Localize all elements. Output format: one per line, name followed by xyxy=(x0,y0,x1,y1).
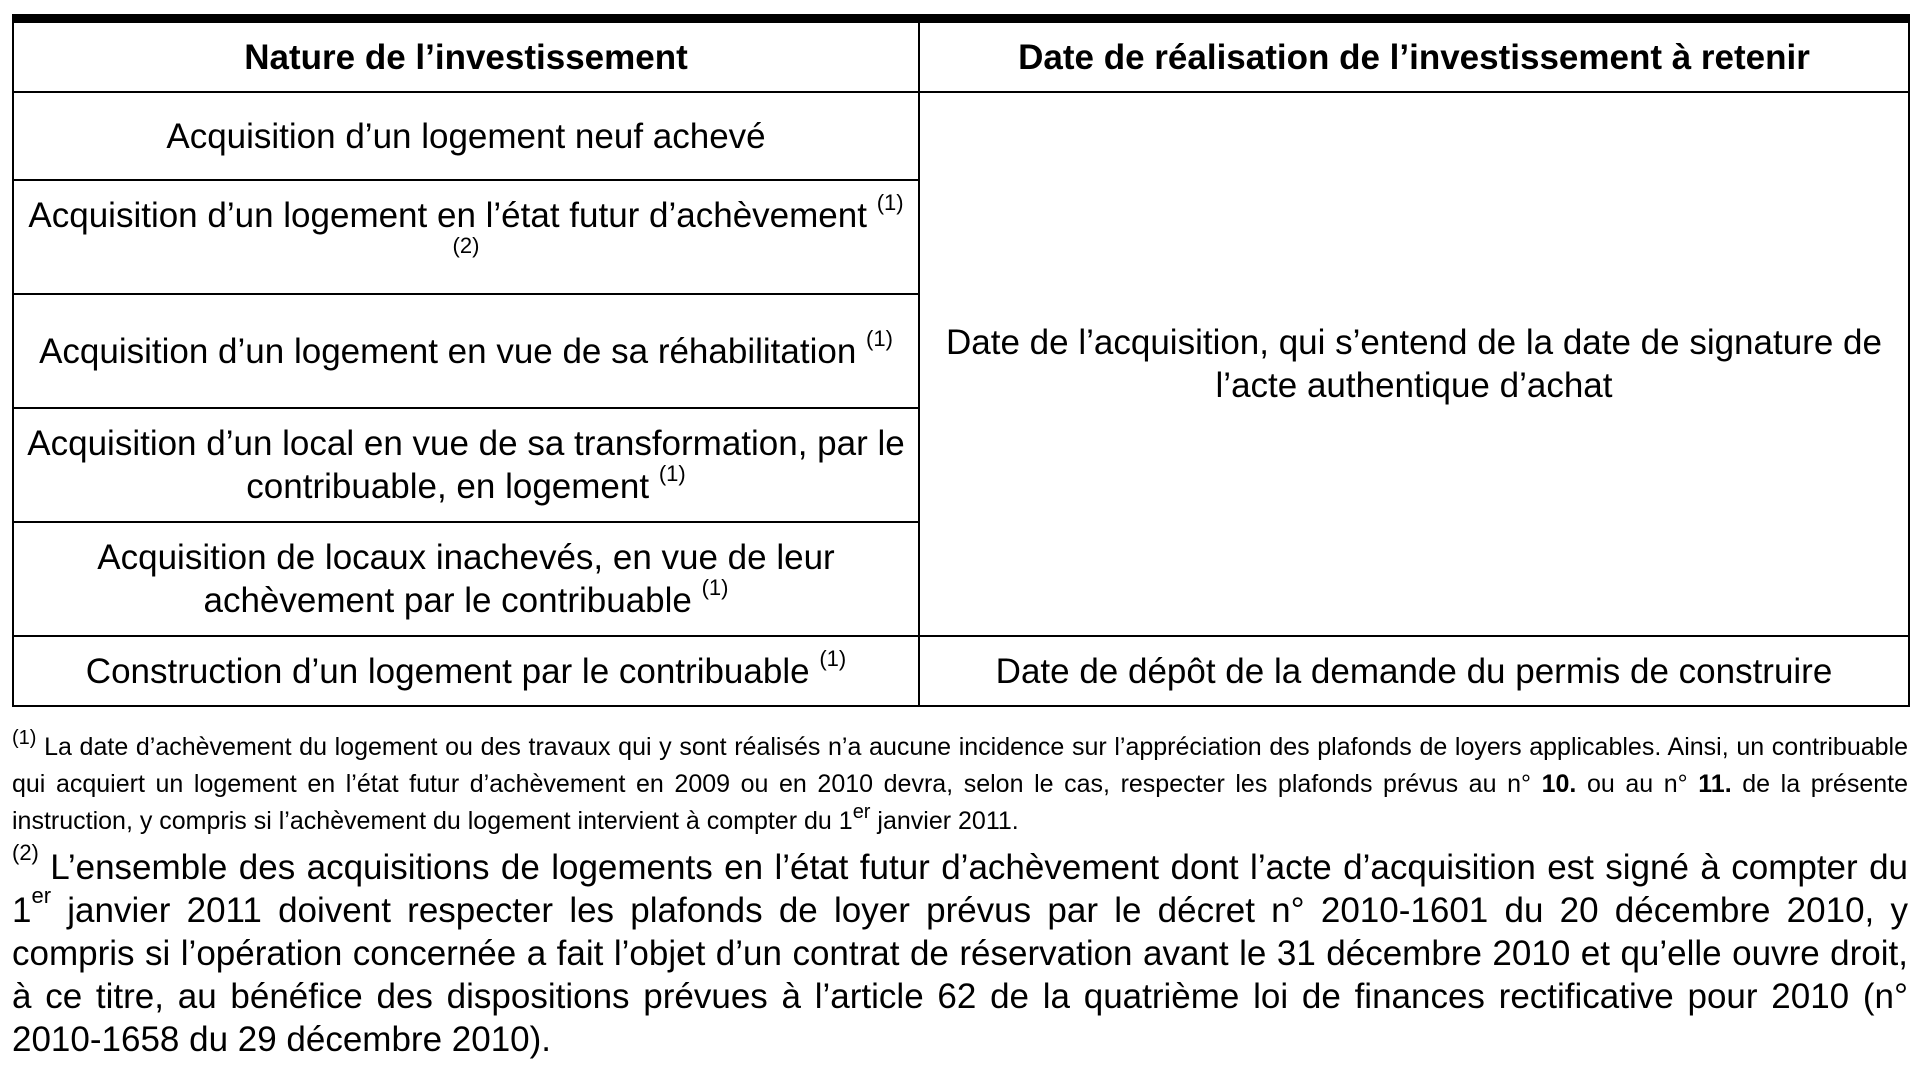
footnotes xyxy=(12,726,1908,1061)
header-nature: Nature de l’investissement xyxy=(13,19,919,93)
nature-text: Acquisition d’un logement en vue de sa réhabilitation xyxy=(39,331,857,371)
footnote-marker: (2) xyxy=(12,840,39,866)
footnote-1: $^{(1)}$ La date d’achèvement du logement ou des travaux qui y sont réalisés n’a aucune incidence sur l’appréciation des plafonds de loyers applicables. Ainsi, un contribuable qui acquiert un logement en l’état futur d’achèvement en 2009 ou en 2010 devra, selon le cas, respecter les plafonds prévus au n° 10. ou au n° 11. de la présente instruction, y compris si l’achèvement du logement intervient à compter du 1er janvier 2011. xyxy=(12,726,1908,835)
nature-cell xyxy=(13,294,919,408)
nature-text: Acquisition d’un logement neuf achevé xyxy=(166,116,766,156)
nature-text: Acquisition d’un logement en l’état futur d’achèvement xyxy=(28,196,867,235)
footnote-ref: (1) xyxy=(658,461,686,487)
date-acquisition-cell: Date de l’acquisition, qui s’entend de la date de signature de l’acte authentique d’achat xyxy=(919,92,1909,636)
footnote-2: $^{(2)}$ L’ensemble des acquisitions de logements en l’état futur d’achèvement dont l’acte d’acquisition est signé à compter du 1er janvier 2011 doivent respecter les plafonds de loyer prévus par le décret n° 2010-1601 du 20 décembre 2010, y compris si l’opération concernée a fait l’objet d’un contrat de réservation avant le 31 décembre 2010 et qu’elle ouvre droit, à ce titre, au bénéfice des dispositions prévues à l’article 62 de la quatrième loi de finances rectificative pour 2010 (n° 2010-1658 du 29 décembre 2010). xyxy=(12,840,1908,1059)
footnote-ref: (1) xyxy=(866,325,893,351)
date-construction-cell: Date de dépôt de la demande du permis de construire xyxy=(919,636,1909,706)
nature-text: Acquisition d’un local en vue de sa transformation, par le contribuable, en logement xyxy=(27,424,905,506)
footnote-ref: (1) (2) xyxy=(452,190,904,259)
table-row xyxy=(13,636,1909,706)
document-page xyxy=(12,14,1908,1061)
nature-cell xyxy=(13,522,919,636)
nature-cell xyxy=(13,92,919,180)
nature-cell xyxy=(13,180,919,294)
footnote-marker: (1) xyxy=(12,726,37,749)
table-row xyxy=(13,92,1909,180)
nature-text: Acquisition de locaux inachevés, en vue de leur achèvement par le contribuable xyxy=(97,538,835,620)
nature-cell xyxy=(13,408,919,522)
table-header-row xyxy=(13,19,1909,93)
nature-text: Construction d’un logement par le contribuable xyxy=(85,651,810,691)
header-date: Date de réalisation de l’investissement à retenir xyxy=(919,19,1909,93)
footnote-ref: (1) xyxy=(819,645,847,671)
investment-date-table xyxy=(12,14,1910,707)
nature-cell xyxy=(13,636,919,706)
footnote-ref: (1) xyxy=(701,575,729,601)
